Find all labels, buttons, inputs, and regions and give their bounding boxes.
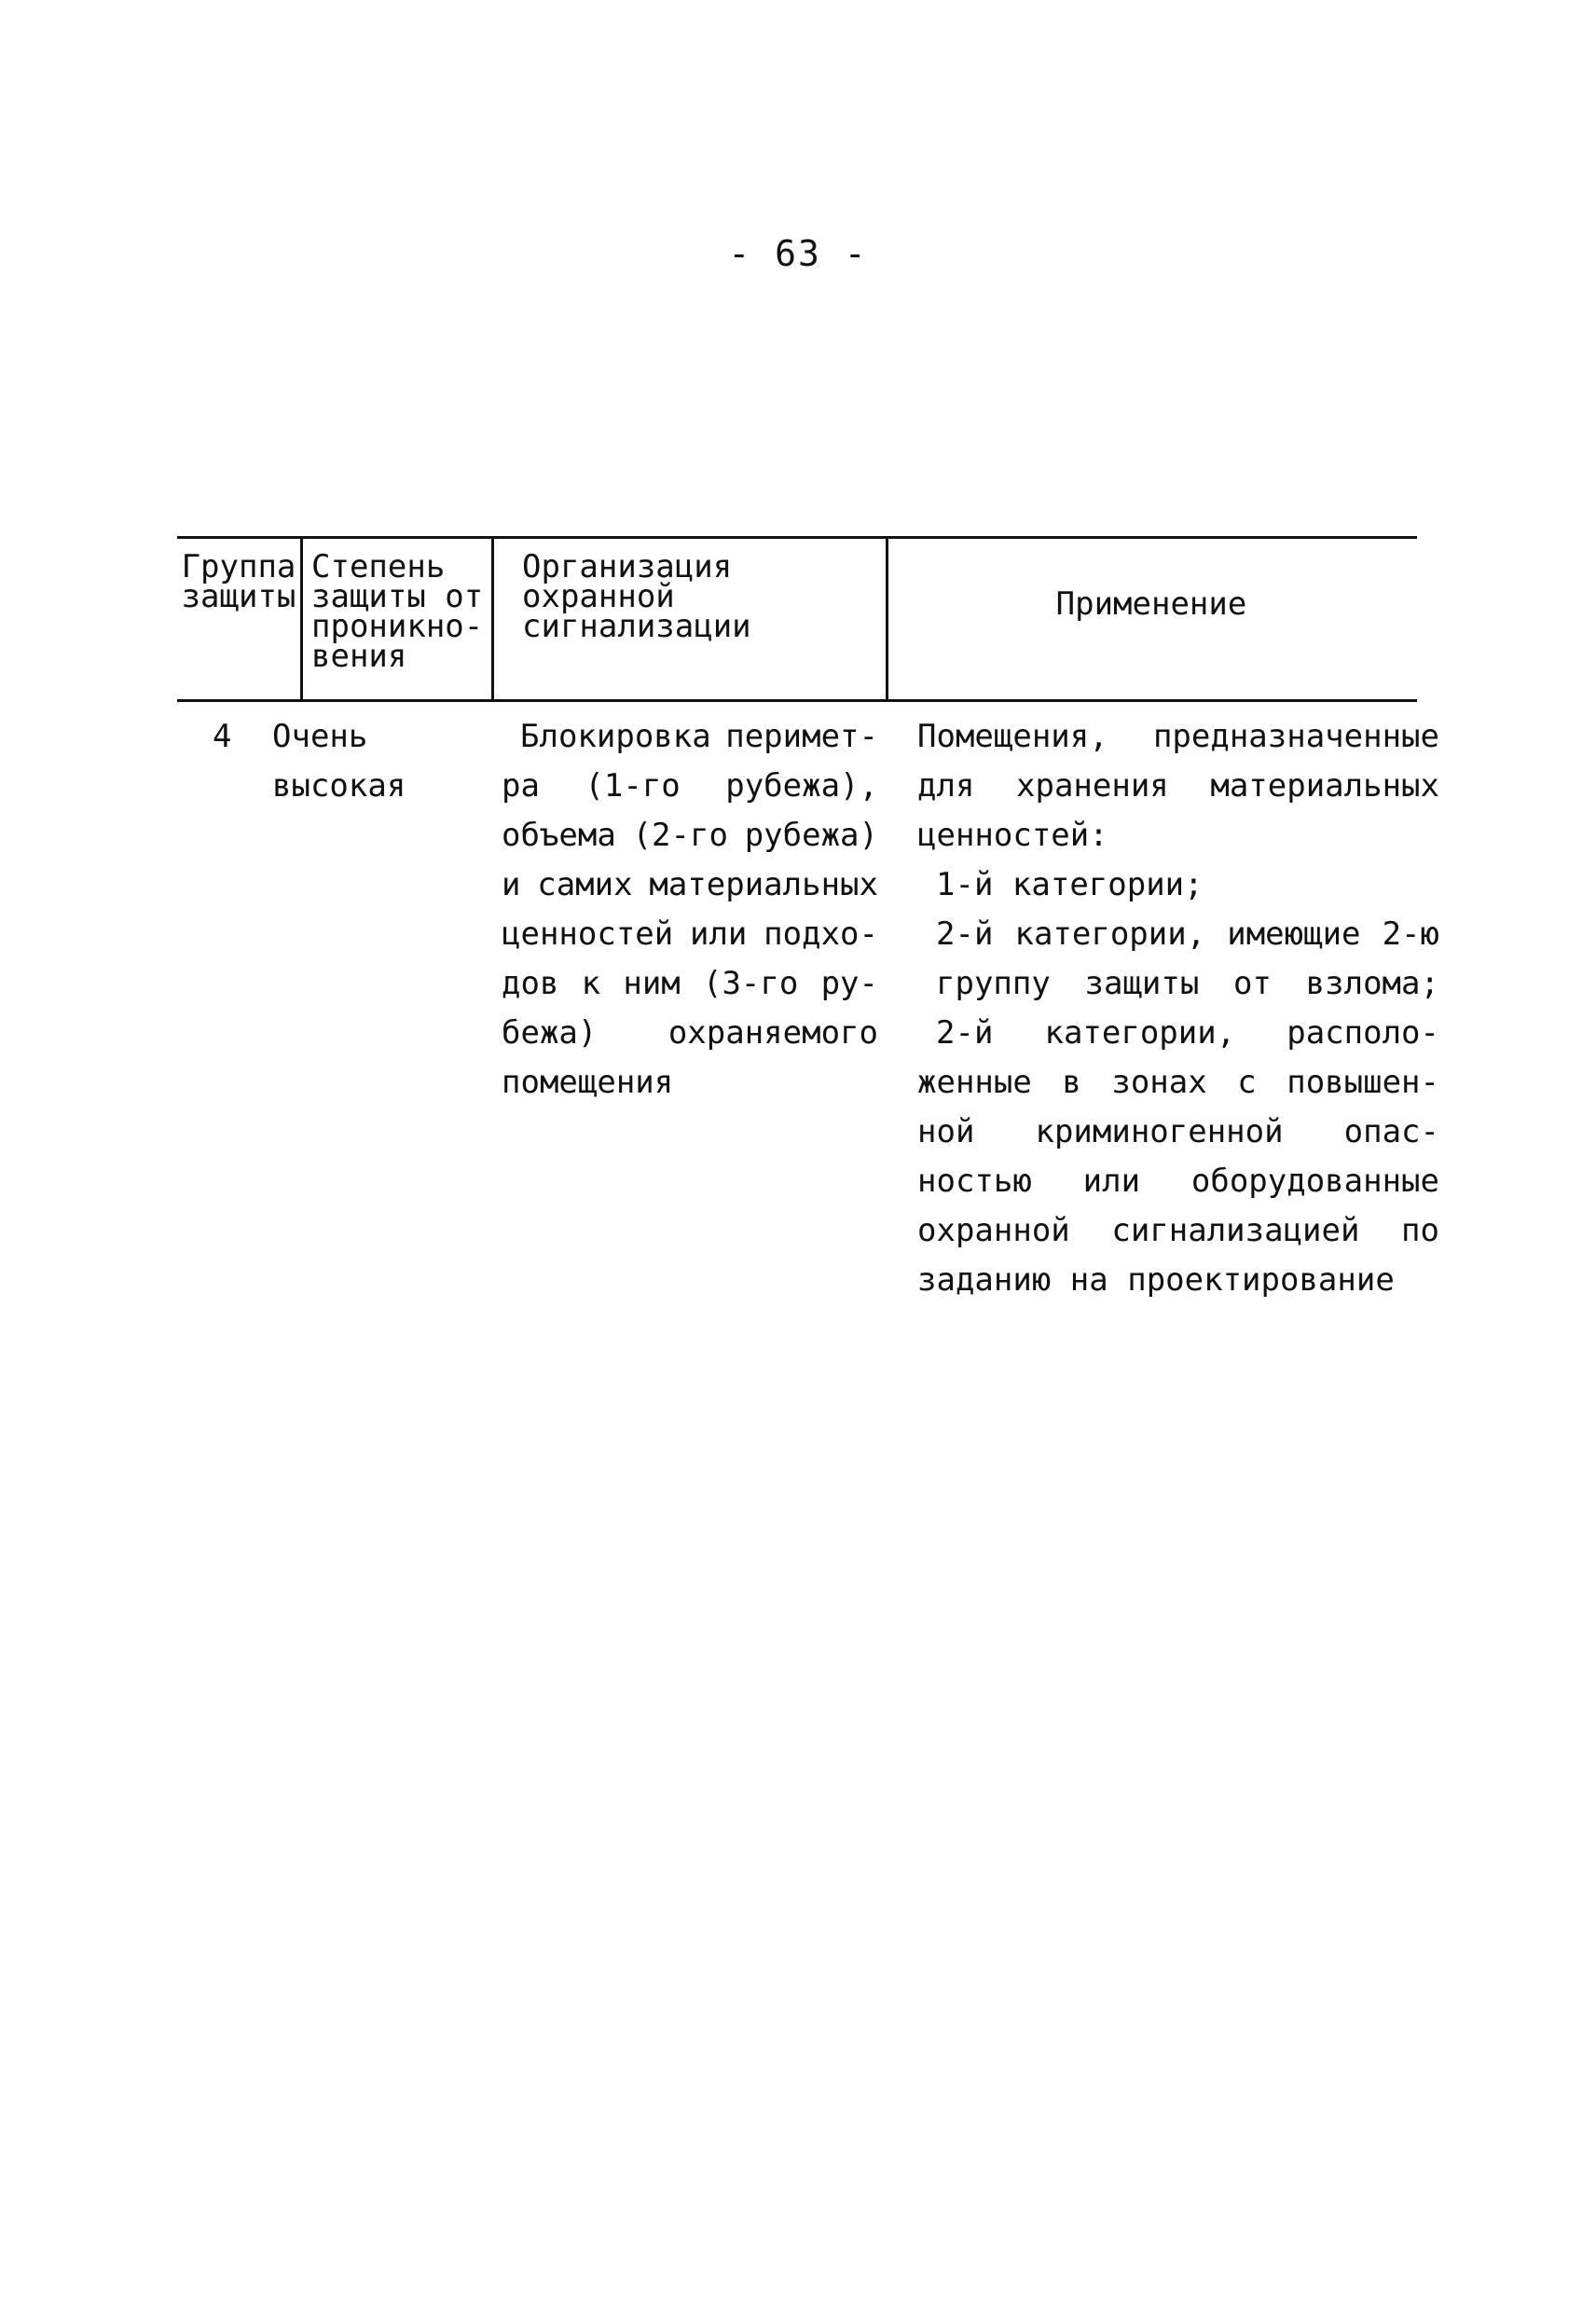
- header-penetration-degree: [311, 548, 484, 675]
- cell-line: [917, 860, 1439, 910]
- cell-word: для: [917, 767, 975, 805]
- cell-line: [502, 762, 878, 811]
- cell-word: ра: [502, 767, 540, 805]
- cell-word: оборудованные: [1190, 1163, 1439, 1200]
- header-line: сигнализации: [522, 608, 751, 645]
- cell-word: располо-: [1286, 1014, 1439, 1052]
- header-line: охранной: [522, 578, 675, 615]
- cell-word: бежа): [502, 1014, 598, 1052]
- cell-application: [917, 712, 1439, 1305]
- header-line: защиты: [181, 578, 296, 615]
- cell-word: ностью: [917, 1163, 1032, 1200]
- cell-word: 2-ю: [1382, 915, 1439, 953]
- table-header-rule: [177, 699, 1417, 702]
- page-number: - 63 -: [728, 233, 868, 274]
- cell-line: [917, 1009, 1439, 1058]
- cell-line: 4: [213, 718, 232, 755]
- header-line: Степень: [311, 548, 446, 585]
- cell-word: дов: [502, 965, 559, 1002]
- cell-word: или: [689, 915, 748, 953]
- cell-line: [502, 712, 878, 762]
- header-application: [886, 585, 1417, 623]
- cell-word: 1-й: [936, 866, 994, 903]
- cell-word: предназначенные: [1152, 718, 1439, 755]
- cell-word: в: [1062, 1064, 1081, 1101]
- cell-word: охраняемого: [667, 1014, 878, 1052]
- cell-word: ной: [917, 1113, 975, 1150]
- column-divider: [491, 538, 494, 701]
- cell-word: перимет-: [725, 718, 878, 755]
- cell-line: [917, 1157, 1439, 1206]
- cell-line: [502, 860, 878, 910]
- column-divider: [886, 538, 888, 701]
- cell-word: (1-го: [585, 767, 681, 805]
- cell-word: категории,: [1044, 1014, 1236, 1052]
- cell-word: хранения: [1016, 767, 1169, 805]
- cell-line: [502, 1009, 878, 1058]
- header-line: вения: [311, 638, 407, 675]
- header-protection-group: [177, 548, 300, 615]
- cell-word: криминогенной: [1035, 1113, 1284, 1150]
- cell-word: рубежа),: [725, 767, 878, 805]
- cell-line: [917, 1108, 1439, 1157]
- cell-line: [917, 712, 1439, 762]
- cell-line: [917, 959, 1439, 1009]
- cell-word: материальных: [1210, 767, 1439, 805]
- cell-word: ним: [623, 965, 681, 1002]
- cell-word: или: [1082, 1163, 1141, 1200]
- cell-penetration-degree: [272, 712, 406, 811]
- cell-word: (2-го: [632, 817, 728, 854]
- cell-line: [917, 811, 1439, 860]
- cell-line: [502, 1058, 878, 1108]
- cell-word: к: [581, 965, 601, 1002]
- cell-word: зонах: [1111, 1064, 1207, 1101]
- cell-word: на: [1069, 1261, 1108, 1299]
- cell-word: взлома;: [1305, 965, 1439, 1002]
- header-line: защиты от: [311, 578, 484, 615]
- cell-word: по: [1401, 1212, 1439, 1249]
- cell-word: самих: [537, 866, 633, 903]
- cell-word: объема: [502, 817, 616, 854]
- cell-word: 2-й: [936, 915, 994, 953]
- cell-line: [502, 959, 878, 1009]
- cell-word: повышен-: [1286, 1064, 1439, 1101]
- cell-word: ценностей: [502, 915, 674, 953]
- cell-word: категории,: [1014, 915, 1206, 953]
- cell-word: категории;: [1011, 866, 1204, 903]
- cell-word: сигнализацией: [1111, 1212, 1360, 1249]
- cell-word: опас-: [1343, 1113, 1439, 1150]
- cell-line: Очень: [272, 718, 368, 755]
- header-line: Организация: [522, 548, 733, 585]
- cell-line: [917, 762, 1439, 811]
- cell-word: помещения: [502, 1064, 674, 1101]
- cell-word: материальных: [649, 866, 878, 903]
- cell-word: (3-го: [702, 965, 799, 1002]
- cell-protection-group: [213, 712, 231, 762]
- cell-line: [917, 1256, 1439, 1305]
- cell-word: и: [502, 866, 521, 903]
- cell-line: [917, 910, 1439, 959]
- cell-word: ру-: [820, 965, 878, 1002]
- cell-line: [917, 1058, 1439, 1108]
- cell-word: заданию: [917, 1261, 1052, 1299]
- cell-line: [502, 811, 878, 860]
- header-alarm-organization: [522, 548, 751, 645]
- cell-word: Помещения,: [917, 718, 1108, 755]
- header-line: проникно-: [311, 608, 484, 645]
- table-top-rule: [177, 536, 1417, 539]
- cell-word: с: [1237, 1064, 1257, 1101]
- cell-word: 2-й: [936, 1014, 994, 1052]
- cell-word: подхо-: [764, 915, 878, 953]
- cell-line: [502, 910, 878, 959]
- cell-word: защиты: [1084, 965, 1200, 1002]
- cell-word: охранной: [917, 1212, 1070, 1249]
- cell-word: имеющие: [1227, 915, 1361, 953]
- cell-word: рубежа): [744, 817, 878, 854]
- cell-word: проектирование: [1127, 1261, 1395, 1299]
- cell-word: женные: [917, 1064, 1032, 1101]
- cell-word: Блокировка: [520, 718, 711, 755]
- header-line: Применение: [1055, 585, 1247, 623]
- cell-line: высокая: [272, 767, 406, 805]
- cell-word: от: [1233, 965, 1272, 1002]
- cell-word: ценностей:: [917, 817, 1108, 854]
- cell-word: группу: [936, 965, 1051, 1002]
- cell-alarm-organization: [502, 712, 878, 1108]
- cell-line: [917, 1206, 1439, 1256]
- header-line: Группа: [181, 548, 296, 585]
- column-divider: [300, 538, 303, 701]
